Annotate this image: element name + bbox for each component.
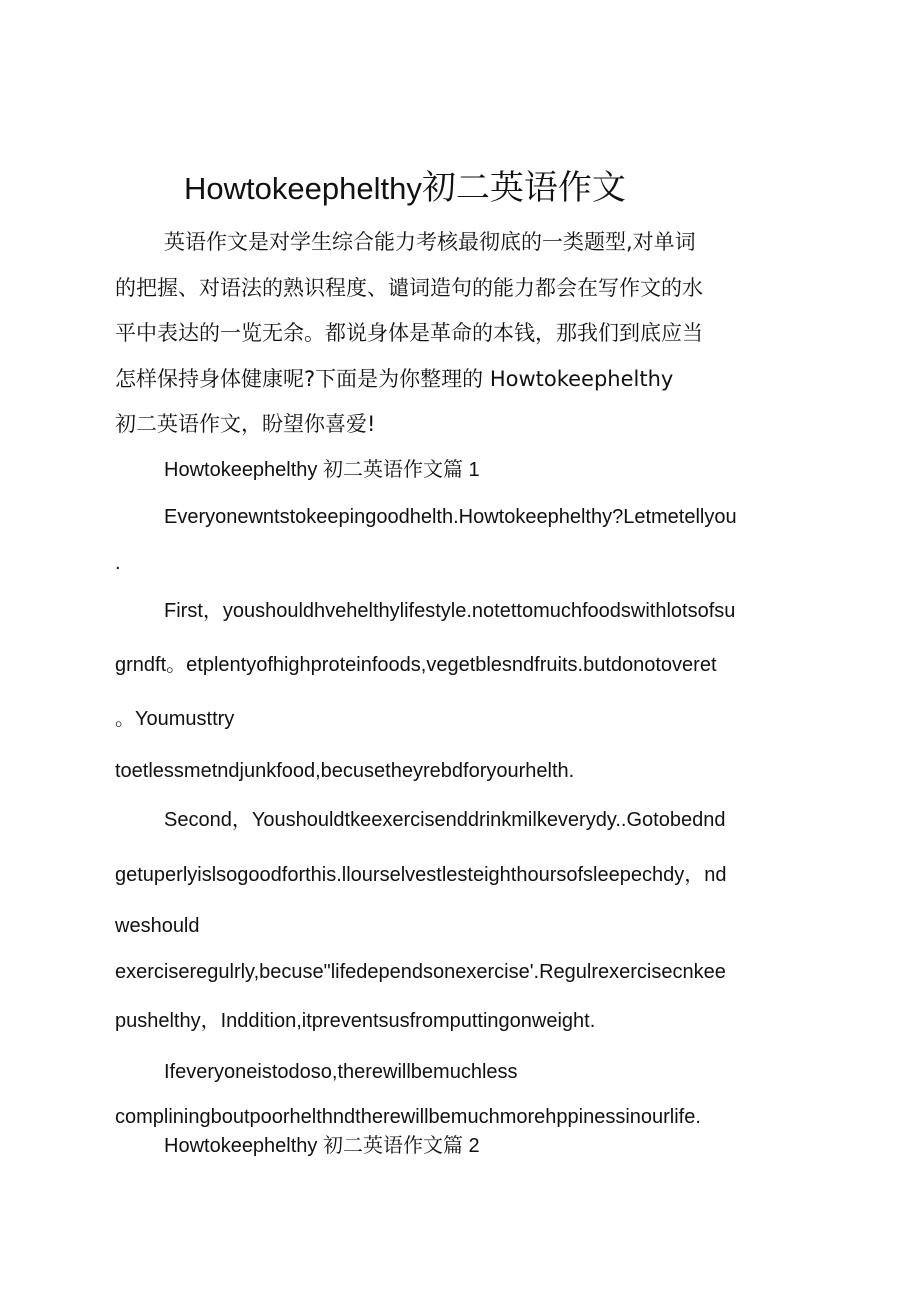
body-line-3: First，youshouldhvehelthylifestyle.notettomuchfoodswithlotsofsu <box>164 600 736 622</box>
intro-line-5: 初二英语作文，盼望你喜爱! <box>115 412 376 436</box>
body-line-12: Ifeveryoneistodoso,therewillbemuchless <box>164 1061 518 1083</box>
body-line-7: Second，Youshouldtkeexercisenddrinkmilkeverydy..Gotobednd <box>164 809 726 831</box>
intro-line-1: 英语作文是对学生综合能力考核最彻底的一类题型,对单词 <box>164 230 696 254</box>
body-line-6: toetlessmetndjunkfood,becusetheyrebdforyourhelth. <box>115 760 575 782</box>
body-line-5: 。Youmusttry <box>115 708 235 730</box>
intro-line-2: 的把握、对语法的熟识程度、谴词造句的能力都会在写作文的水 <box>115 276 703 300</box>
section-heading-1: Howtokeephelthy 初二英语作文篇 1 <box>164 459 480 481</box>
body-line-9: weshould <box>115 915 200 937</box>
document-title <box>184 166 626 211</box>
body-line-2: . <box>115 552 121 574</box>
title-chinese: 初二英语作文 <box>421 168 626 208</box>
intro-line-3: 平中表达的一览无余。都说身体是革命的本钱，那我们到底应当 <box>115 321 703 345</box>
body-line-4: grndft。etplentyofhighproteinfoods,vegetblesndfruits.butdonotoveret <box>115 654 717 676</box>
intro-line-4: 怎样保持身体健康呢?下面是为你整理的 Howtokeephelthy <box>115 367 674 391</box>
title-english: Howtokeephelthy <box>184 171 422 206</box>
body-line-10: exerciseregulrly,becuse"lifedependsonexercise'.Regulrexercisecnkee <box>115 961 726 983</box>
body-line-8: getuperlyislsogoodforthis.llourselvestlesteighthoursofsleepechdy，nd <box>115 864 727 886</box>
body-line-11: pushelthy，Inddition,itpreventsusfromputtingonweight. <box>115 1010 596 1032</box>
section-heading-2: Howtokeephelthy 初二英语作文篇 2 <box>164 1135 480 1157</box>
body-line-1: Everyonewntstokeepingoodhelth.Howtokeephelthy?Letmetellyou <box>164 506 737 528</box>
body-line-13: compliningboutpoorhelthndtherewillbemuchmorehppinessinourlife. <box>115 1106 701 1128</box>
